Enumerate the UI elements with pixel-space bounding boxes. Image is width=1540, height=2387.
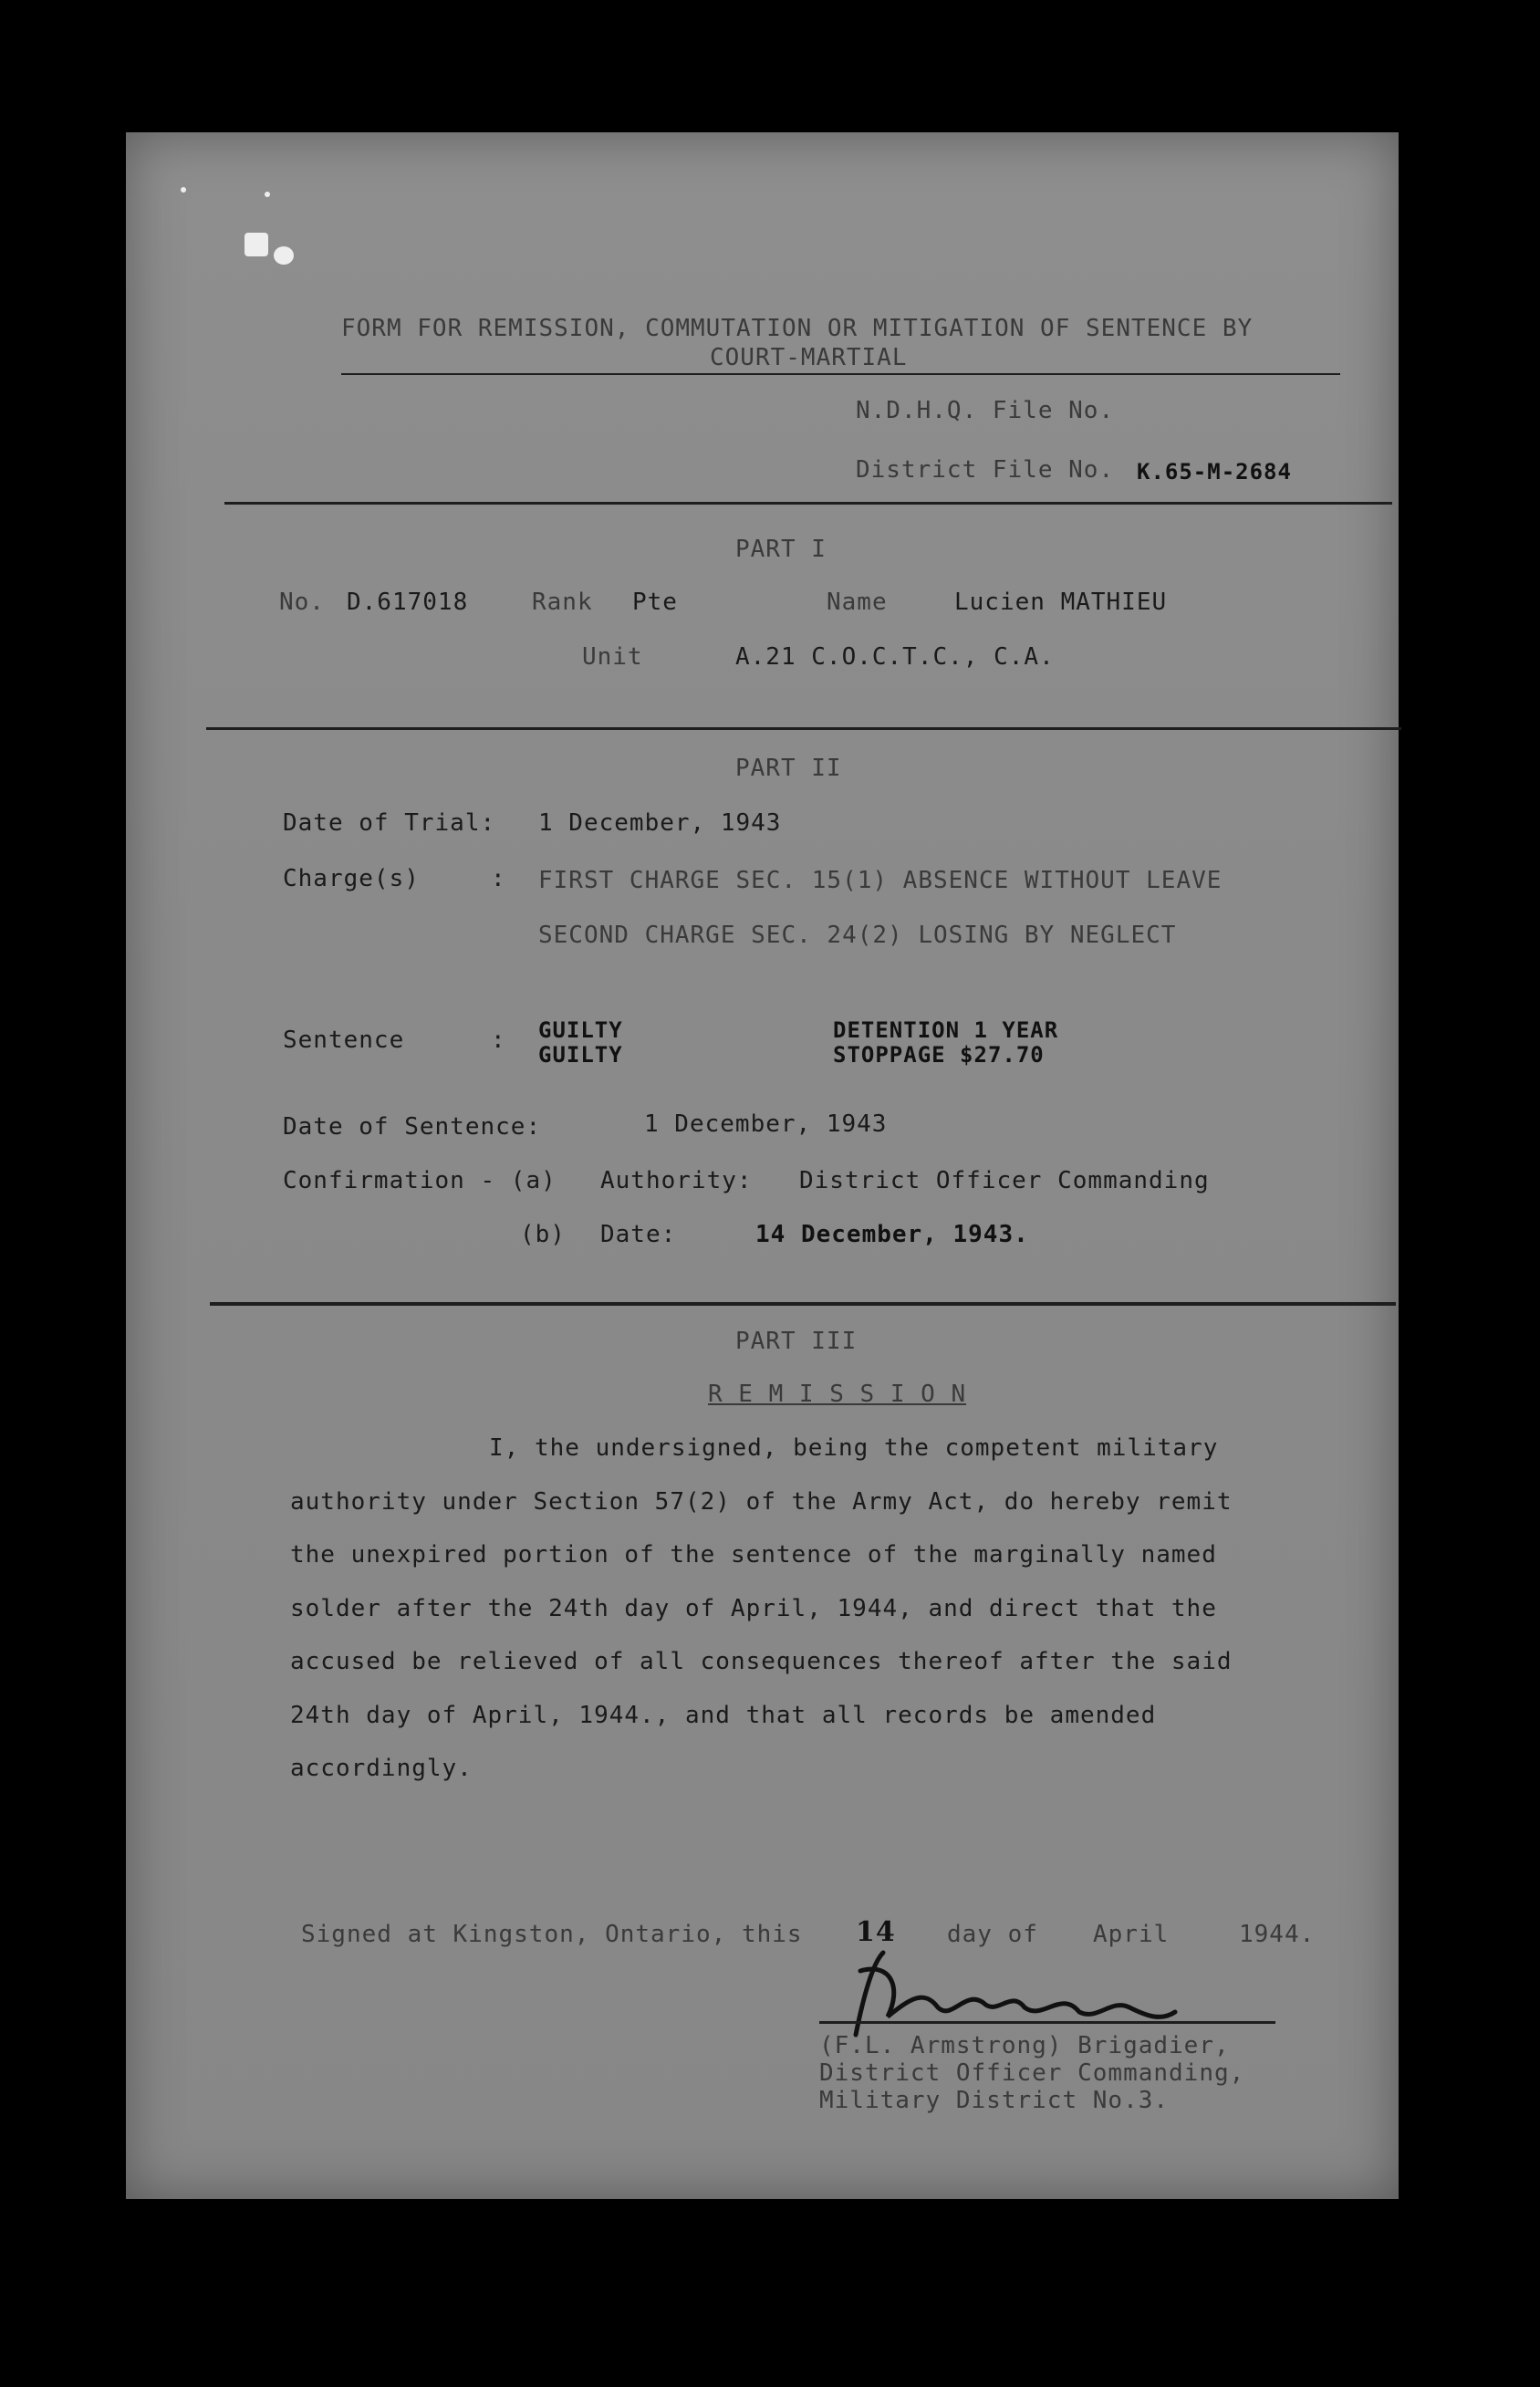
sig-title2: Military District No.3. bbox=[819, 2087, 1170, 2114]
unit-label: Unit bbox=[582, 643, 643, 671]
header-rule bbox=[224, 502, 1392, 505]
remission-line-5: accused be relieved of all consequences thereof after the said bbox=[290, 1648, 1233, 1675]
part1-rule bbox=[206, 727, 1401, 730]
part3-heading: PART III bbox=[735, 1328, 858, 1355]
unit-value: A.21 C.O.C.T.C., C.A. bbox=[735, 643, 1055, 671]
name-value: Lucien MATHIEU bbox=[954, 589, 1168, 616]
sentence-label: Sentence bbox=[283, 1027, 405, 1054]
date-value: 14 December, 1943. bbox=[755, 1221, 1029, 1248]
charges-label: Charge(s) bbox=[283, 865, 420, 892]
no-label: No. bbox=[279, 589, 325, 616]
trial-label: Date of Trial: bbox=[283, 809, 496, 837]
border-speck bbox=[274, 246, 294, 265]
charges-colon: : bbox=[491, 865, 506, 892]
form-title-line2: COURT-MARTIAL bbox=[710, 344, 908, 371]
rank-label: Rank bbox=[532, 589, 593, 616]
remission-line-2: authority under Section 57(2) of the Army Act, do hereby remit bbox=[290, 1487, 1233, 1516]
date-sentence-value: 1 December, 1943 bbox=[644, 1110, 888, 1138]
remission-line-1: I, the undersigned, being the competent military bbox=[489, 1434, 1219, 1462]
remission-line-3: the unexpired portion of the sentence of the marginally named bbox=[290, 1541, 1217, 1569]
signature-rule bbox=[819, 2021, 1275, 2024]
remission-line-4: solder after the 24th day of April, 1944, and direct that the bbox=[290, 1594, 1217, 1622]
form-title-line1: FORM FOR REMISSION, COMMUTATION OR MITIGATION OF SENTENCE BY bbox=[341, 315, 1254, 342]
sentence-colon: : bbox=[491, 1027, 506, 1054]
day-of: day of bbox=[947, 1921, 1038, 1948]
part2-heading: PART II bbox=[735, 755, 842, 782]
confirmation-label: Confirmation - (a) bbox=[283, 1167, 557, 1194]
charge-1: FIRST CHARGE SEC. 15(1) ABSENCE WITHOUT LEAVE bbox=[538, 867, 1223, 894]
remission-line-7: accordingly. bbox=[290, 1755, 473, 1782]
remission-heading: R E M I S S I O N bbox=[708, 1381, 967, 1408]
signed-text: Signed at Kingston, Ontario, this bbox=[301, 1921, 803, 1948]
remission-line-6: 24th day of April, 1944., and that all records be amended bbox=[290, 1701, 1157, 1729]
title-rule bbox=[341, 373, 1340, 375]
border-speck bbox=[245, 233, 268, 256]
b-label: (b) bbox=[520, 1221, 566, 1248]
sig-title1: District Officer Commanding, bbox=[819, 2059, 1245, 2087]
sentence-2: STOPPAGE $27.70 bbox=[833, 1042, 1045, 1068]
district-file-label: District File No. bbox=[856, 456, 1115, 484]
verdict-1: GUILTY bbox=[538, 1017, 623, 1043]
year-value: 1944. bbox=[1239, 1921, 1316, 1948]
verdict-2: GUILTY bbox=[538, 1042, 623, 1068]
authority-label: Authority: bbox=[600, 1167, 753, 1194]
trial-value: 1 December, 1943 bbox=[538, 809, 782, 837]
authority-value: District Officer Commanding bbox=[799, 1167, 1210, 1194]
document-page bbox=[126, 132, 1399, 2199]
part2-rule bbox=[210, 1302, 1396, 1306]
remission-body bbox=[290, 1422, 1358, 1796]
border-speck bbox=[265, 192, 270, 197]
border-speck bbox=[181, 187, 186, 193]
month-value: April bbox=[1093, 1921, 1170, 1948]
charge-2: SECOND CHARGE SEC. 24(2) LOSING BY NEGLECT bbox=[538, 922, 1177, 949]
sig-name: (F.L. Armstrong) Brigadier, bbox=[819, 2032, 1230, 2059]
ndhq-file-label: N.D.H.Q. File No. bbox=[856, 397, 1115, 424]
district-file-value: K.65-M-2684 bbox=[1137, 459, 1292, 485]
day-value: 14 bbox=[856, 1916, 896, 1948]
name-label: Name bbox=[827, 589, 888, 616]
sentence-1: DETENTION 1 YEAR bbox=[833, 1017, 1059, 1043]
date-sentence-label: Date of Sentence: bbox=[283, 1113, 542, 1141]
date-label: Date: bbox=[600, 1221, 677, 1248]
rank-value: Pte bbox=[632, 589, 678, 616]
no-value: D.617018 bbox=[347, 589, 469, 616]
part1-heading: PART I bbox=[735, 536, 827, 563]
